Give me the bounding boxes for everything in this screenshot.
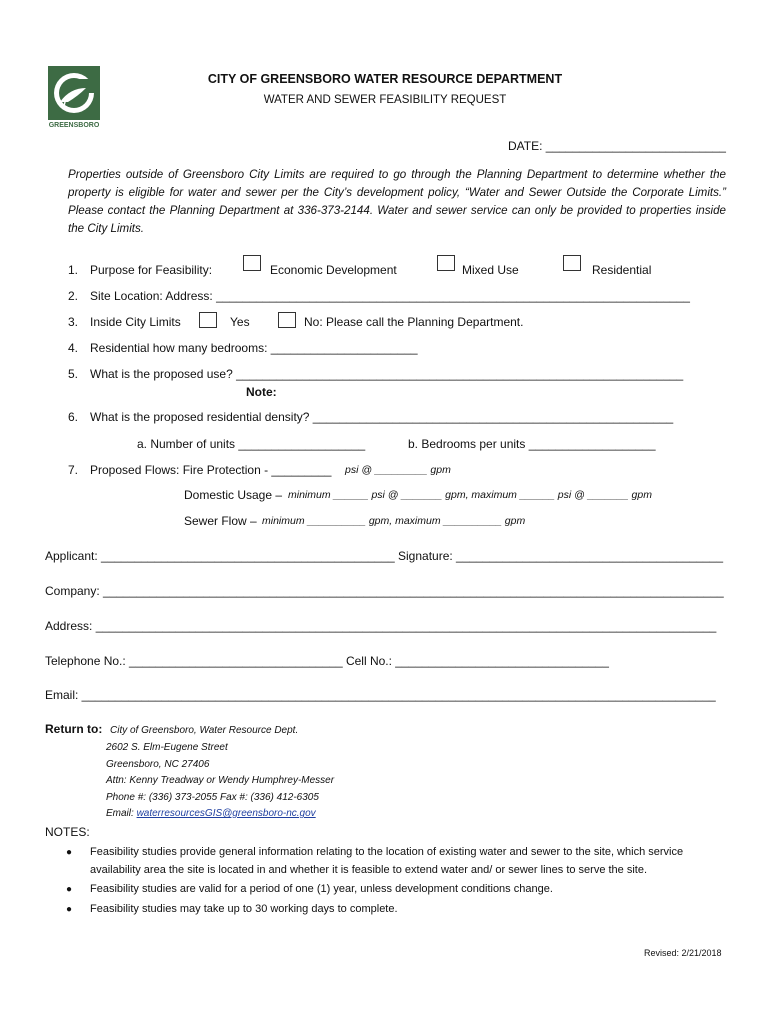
residential-checkbox[interactable] (563, 255, 581, 271)
mixed-use-checkbox[interactable] (437, 255, 455, 271)
q4-number: 4. (68, 341, 79, 355)
return-line-1: City of Greensboro, Water Resource Dept. (110, 725, 299, 736)
q1-option-residential: Residential (592, 263, 652, 277)
note-bullet-2: ● (66, 884, 73, 895)
q6-number: 6. (68, 410, 79, 424)
email-field[interactable]: Email: _______________________________________________________________________________________________ (45, 688, 716, 702)
date-field[interactable]: DATE: ___________________________ (508, 139, 726, 153)
return-email-label: Email: (106, 808, 137, 819)
page-title: CITY OF GREENSBORO WATER RESOURCE DEPARTMENT (207, 72, 563, 86)
domestic-usage-label: Domestic Usage – (184, 488, 283, 502)
proposed-use-field[interactable]: What is the proposed use? ___________________________________________________________________ (90, 367, 684, 381)
q3-no-label: No: Please call the Planning Department. (304, 315, 524, 329)
return-line-5: Phone #: (336) 373-2055 Fax #: (336) 412-6305 (106, 792, 319, 803)
fire-protection-field[interactable]: Proposed Flows: Fire Protection - _________ (90, 463, 332, 477)
applicant-signature-field[interactable]: Applicant: ____________________________________________ Signature: ________________________________________ (45, 549, 724, 563)
bedrooms-field[interactable]: Residential how many bedrooms: ______________________ (90, 341, 418, 355)
q3-yes-label: Yes (230, 315, 250, 329)
q1-label: Purpose for Feasibility: (90, 263, 213, 277)
q1-option-economic: Economic Development (270, 263, 397, 277)
return-line-2: 2602 S. Elm-Eugene Street (106, 742, 228, 753)
q3-number: 3. (68, 315, 79, 329)
notes-label: NOTES: (45, 825, 90, 839)
address-field[interactable]: Address: _____________________________________________________________________________________________ (45, 619, 717, 633)
return-line-3: Greensboro, NC 27406 (106, 759, 210, 770)
company-field[interactable]: Company: _____________________________________________________________________________________________ (45, 584, 724, 598)
units-field[interactable]: a. Number of units ___________________ (137, 437, 366, 451)
q1-number: 1. (68, 263, 79, 277)
q3-label: Inside City Limits (90, 315, 181, 329)
site-location-field[interactable]: Site Location: Address: _______________________________________________________________________ (90, 289, 690, 303)
return-email-link[interactable]: waterresourcesGIS@greensboro-nc.gov (136, 808, 316, 819)
q2-number: 2. (68, 289, 79, 303)
logo-text: GREENSBORO (48, 122, 100, 129)
inside-city-yes-checkbox[interactable] (199, 312, 217, 328)
note-2: Feasibility studies are valid for a period of one (1) year, unless development conditions change. (90, 883, 553, 895)
sewer-flow-field[interactable]: minimum __________ gpm, maximum __________ gpm (262, 515, 526, 527)
return-line-4: Attn: Kenny Treadway or Wendy Humphrey-Messer (106, 775, 335, 786)
return-to-label: Return to: (45, 722, 103, 736)
note-bullet-3: ● (66, 904, 73, 915)
page-subtitle: WATER AND SEWER FEASIBILITY REQUEST (263, 94, 507, 106)
inside-city-no-checkbox[interactable] (278, 312, 296, 328)
note-1: Feasibility studies provide general information relating to the location of existing water and sewer to the site, which service availability area the site is located in and whether it is feasible to extend water and/ or sewer lines to serve the site. (90, 846, 684, 876)
q5-note: Note: (246, 385, 277, 399)
note-bullet-1: ● (66, 847, 73, 858)
note-3: Feasibility studies may take up to 30 working days to complete. (90, 903, 398, 915)
telephone-cell-field[interactable]: Telephone No.: ________________________________ Cell No.: ________________________________ (45, 654, 609, 668)
q5-number: 5. (68, 367, 79, 381)
q7-number: 7. (68, 463, 79, 477)
intro-paragraph: Properties outside of Greensboro City Limits are required to go through the Planning Department to determine whether the property is eligible for water and sewer per the City’s development policy, “Water and Sewer Outside the Corporate Limits.” Please contact the Planning Department at 336-373-2144. Water and sewer service can only be provided to properties inside the City Limits. (68, 168, 726, 235)
return-email-row (106, 808, 316, 819)
bedrooms-per-unit-field[interactable]: b. Bedrooms per units ___________________ (408, 437, 656, 451)
sewer-flow-label: Sewer Flow – (184, 514, 257, 528)
revised-date: Revised: 2/21/2018 (644, 948, 722, 958)
density-field[interactable]: What is the proposed residential density? ______________________________________________________ (90, 410, 674, 424)
economic-development-checkbox[interactable] (243, 255, 261, 271)
q1-option-mixed: Mixed Use (462, 263, 519, 277)
domestic-usage-field[interactable]: minimum ______ psi @ _______ gpm, maximum ______ psi @ _______ gpm (288, 489, 652, 501)
fire-protection-tail[interactable]: psi @ _________ gpm (345, 464, 451, 476)
